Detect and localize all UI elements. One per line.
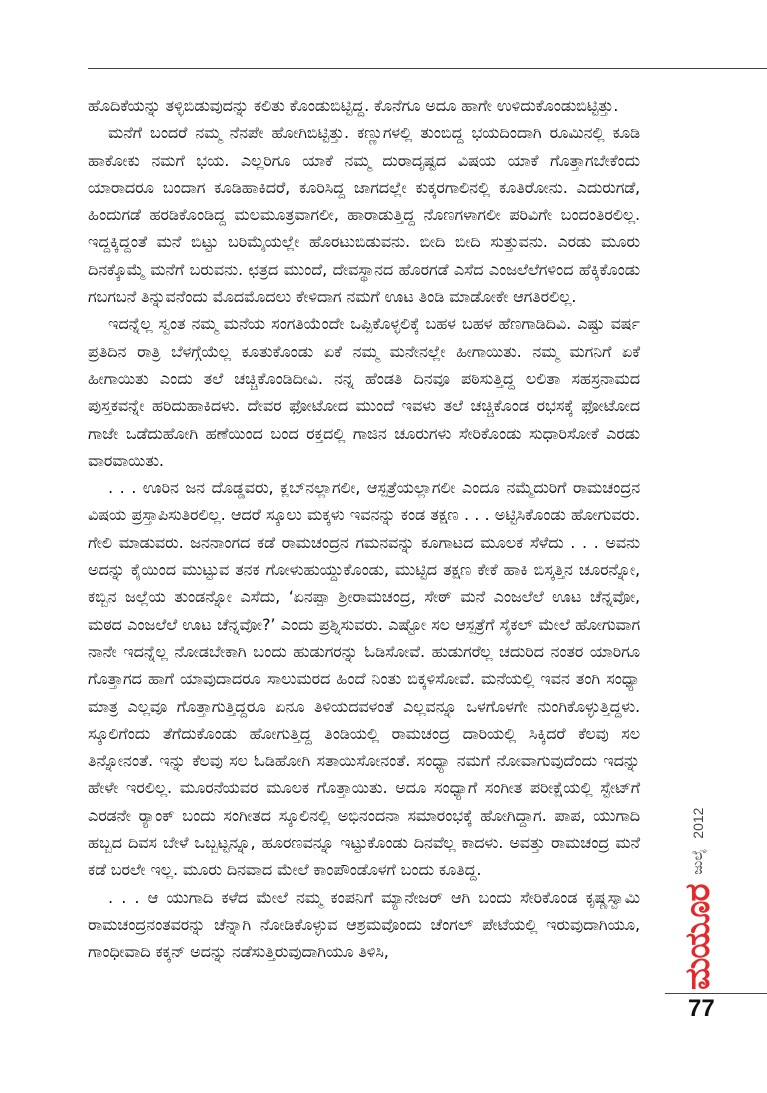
paragraph: . . . ಊರಿನ ಜನ ದೊಡ್ಡವರು, ಕ್ಲಬ್‌ನಲ್ಲಾಗಲೀ, ಆಸ್ಪತ್ರೆಯಲ್ಲಾಗಲೀ ಎಂದೂ ನಮ್ಮೆದುರಿಗೆ ರಾಮಚಂದ್ರನ ವಿಷಯ ಪ್ರಸ್ತಾಪಿಸುತಿರಲಿಲ್ಲ. ಆದರೆ ಸ್ಕೂಲು ಮಕ್ಕಳು ಇವನನ್ನು ಕಂಡ ತಕ್ಷಣ . . . ಅಟ್ಟಿಸಿಕೊಂಡು ಹೋಗುವರು. ಗೇಲಿ ಮಾಡುವರು. ಜನನಾಂಗದ ಕಡೆ ರಾಮಚಂದ್ರನ ಗಮನವನ್ನು ಕೂಗಾಟದ ಮೂಲಕ ಸೆಳೆದು . . . ಅವನು ಅದನ್ನು ಕೈಯಿಂದ ಮುಟ್ಟುವ ತನಕ ಗೋಳುಹುಯ್ದುಕೊಂಡು, ಮುಟ್ಟಿದ ತಕ್ಷಣ ಕೇಕೆ ಹಾಕಿ ಬಿಸ್ಕತ್ತಿನ ಚೂರನ್ನೋ, ಕಬ್ಬಿನ ಜಲ್ಲೆಯ ತುಂಡನ್ನೋ ಎಸೆದು, ‘ಏನಪ್ಪಾ ಶ್ರೀರಾಮಚಂದ್ರ, ಸೇಠ್ ಮನೆ ಎಂಜಲೆಲೆ ಊಟ ಚೆನ್ನವೋ, ಮಠದ ಎಂಜಲೆಲೆ ಊಟ ಚೆನ್ನವೋ?’ ಎಂದು ಪ್ರಶ್ನಿಸುವರು. ಎಷ್ಟೋ ಸಲ ಆಸ್ಪತ್ರೆಗೆ ಸೈಕಲ್ ಮೇಲೆ ಹೋಗುವಾಗ ನಾನೇ ಇದನ್ನೆಲ್ಲ ನೋಡಬೇಕಾಗಿ ಬಂದು ಹುಡುಗರನ್ನು ಓಡಿಸೋವೆ. ಹುಡುಗರೆಲ್ಲ ಚದುರಿದ ನಂತರ ಯಾರಿಗೂ ಗೊತ್ತಾಗದ ಹಾಗೆ ಯಾವುದಾದರೂ ಸಾಲುಮರದ ಹಿಂದೆ ನಿಂತು ಬಿಕ್ಕಳಿಸೋವೆ. ಮನೆಯಲ್ಲಿ ಇವನ ತಂಗಿ ಸಂಧ್ಯಾ ಮಾತ್ರ ಎಲ್ಲವೂ ಗೊತ್ತಾಗುತ್ತಿದ್ದರೂ ಏನೂ ತಿಳಿಯದವಳಂತೆ ಎಲ್ಲವನ್ನೂ ಒಳಗೊಳಗೇ ನುಂಗಿಕೊಳ್ಳುತ್ತಿದ್ದಳು. ಸ್ಕೂಲಿಗೆಂದು ತೆಗೆದುಕೊಂಡು ಹೋಗುತ್ತಿದ್ದ ತಿಂಡಿಯಲ್ಲಿ ರಾಮಚಂದ್ರ ದಾರಿಯಲ್ಲಿ ಸಿಕ್ಕಿದರೆ ಕೆಲವು ಸಲ ತಿನ್ನೋನಂತೆ. ಇನ್ನು ಕೆಲವು ಸಲ ಓಡಿಹೋಗಿ ಸತಾಯಿಸೋನಂತೆ. ಸಂಧ್ಯಾ ನಮಗೆ ನೋವಾಗುವುದೆಂದು ಇದನ್ನು ಹೇಳೇ ಇರಲಿಲ್ಲ. ಮೂರನೆಯವರ ಮೂಲಕ ಗೊತ್ತಾಯಿತು. ಅದೂ ಸಂಧ್ಯಾಗೆ ಸಂಗೀತ ಪರೀಕ್ಷೆಯಲ್ಲಿ ಸ್ಟೇಟ್‌ಗೆ ಎರಡನೇ ರ್‍ಯಾಂಕ್ ಬಂದು ಸಂಗೀತದ ಸ್ಕೂಲಿನಲ್ಲಿ ಅಭಿನಂದನಾ ಸಮಾರಂಭಕ್ಕೆ ಹೋಗಿದ್ದಾಗ. ಪಾಪ, ಯುಗಾದಿ ಹಬ್ಬದ ದಿವಸ ಬೇಳೆ ಒಬ್ಬಟ್ಟನ್ನೂ, ಹೂರಣವನ್ನೂ ಇಟ್ಟುಕೊಂಡು ದಿನವೆಲ್ಲ ಕಾದಳು. ಅವತ್ತು ರಾಮಚಂದ್ರ ಮನೆ ಕಡೆ ಬರಲೇ ಇಲ್ಲ. ಮೂರು ದಿನವಾದ ಮೇಲೆ ಕಾಂಪೌಂಡೊಳಗೆ ಬಂದು ಕೂತಿದ್ದ.	[88, 478, 640, 880]
issue-month: ಜುಲೈ	[690, 848, 706, 875]
magazine-name: ಮಯೂರ	[678, 884, 718, 990]
paragraph: ಇದನ್ನೆಲ್ಲ ಸ್ವಂತ ನಮ್ಮ ಮನೆಯ ಸಂಗತಿಯೆಂದೇ ಒಪ್ಪಿಕೊಳ್ಳಲಿಕ್ಕೆ ಬಹಳ ಬಹಳ ಹೆಣಗಾಡಿದಿವಿ. ಎಷ್ಟು ವರ್ಷ ಪ್ರತಿದಿನ ರಾತ್ರಿ ಬೆಳಗ್ಗೆಯೆಲ್ಲ ಕೂತುಕೊಂಡು ಏಕೆ ನಮ್ಮ ಮನೇನಲ್ಲೇ ಹೀಗಾಯಿತು. ನಮ್ಮ ಮಗನಿಗೆ ಏಕೆ ಹೀಗಾಯಿತು ಎಂದು ತಲೆ ಚಚ್ಚಿಕೊಂಡಿದೀವಿ. ನನ್ನ ಹೆಂಡತಿ ದಿನವೂ ಪಠಿಸುತ್ತಿದ್ದ ಲಲಿತಾ ಸಹಸ್ರನಾಮದ ಪುಸ್ತಕವನ್ನೇ ಹರಿದುಹಾಕಿದಳು. ದೇವರ ಫೋಟೋದ ಮುಂದೆ ಇವಳು ತಲೆ ಚಚ್ಚಿಕೊಂಡ ರಭಸಕ್ಕೆ ಫೋಟೋದ ಗಾಜೇ ಒಡೆದುಹೋಗಿ ಹಣೆಯಿಂದ ಬಂದ ರಕ್ತದಲ್ಲಿ ಗಾಜಿನ ಚೂರುಗಳು ಸೇರಿಕೊಂಡು ಸುಧಾರಿಸೋಕೆ ಎರಡು ವಾರವಾಯಿತು.	[88, 314, 640, 470]
article-body	[88, 92, 640, 966]
paragraph: ಹೊದಿಕೆಯನ್ನು ತಳ್ಳಿಬಿಡುವುದನ್ನು ಕಲಿತು ಕೊಂಡುಬಿಟ್ಟಿದ್ದ. ಕೊನೆಗೂ ಅದೂ ಹಾಗೇ ಉಳಿದುಕೊಂಡುಬಿಟ್ಟಿತ್ತು.	[88, 96, 619, 115]
magazine-masthead	[676, 770, 720, 990]
paragraph: ಮನೆಗೆ ಬಂದರೆ ನಮ್ಮ ನೆನಪೇ ಹೋಗಿಬಿಟ್ಟಿತ್ತು. ಕಣ್ಣುಗಳಲ್ಲಿ ತುಂಬಿದ್ದ ಭಯದಿಂದಾಗಿ ರೂಮಿನಲ್ಲಿ ಕೂಡಿ ಹಾಕೋಕು ನಮಗೆ ಭಯ. ಎಲ್ಲರಿಗೂ ಯಾಕೆ ನಮ್ಮ ದುರಾದೃಷ್ಟದ ವಿಷಯ ಯಾಕೆ ಗೊತ್ತಾಗಬೇಕೆಂದು ಯಾರಾದರೂ ಬಂದಾಗ ಕೂಡಿಹಾಕಿದರೆ, ಕೂರಿಸಿದ್ದ ಜಾಗದಲ್ಲೇ ಕುಕ್ಕರಗಾಲಿನಲ್ಲಿ ಕೂತಿರೋನು. ಎದುರುಗಡೆ, ಹಿಂದುಗಡೆ ಹರಡಿಕೊಂಡಿದ್ದ ಮಲಮೂತ್ರವಾಗಲೀ, ಹಾರಾಡುತ್ತಿದ್ದ ನೊಣಗಳಾಗಲೀ ಪರಿವಿಗೇ ಬಂದಂತಿರಲಿಲ್ಲ. ಇದ್ದಕ್ಕಿದ್ದಂತೆ ಮನೆ ಬಿಟ್ಟು ಬರಿಮೈಯಲ್ಲೇ ಹೊರಟುಬಿಡುವನು. ಬೀದಿ ಬೀದಿ ಸುತ್ತುವನು. ಎರಡು ಮೂರು ದಿನಕ್ಕೊಮ್ಮೆ ಮನೆಗೆ ಬರುವನು. ಛತ್ರದ ಮುಂದೆ, ದೇವಸ್ಥಾನದ ಹೊರಗಡೆ ಎಸೆದ ಎಂಜಲೆಲೆಗಳಿಂದ ಹೆಕ್ಕಿಕೊಂಡು ಗಬಗಬನೆ ತಿನ್ನುವನೆಂದು ಮೊದಮೊದಲು ಕೇಳಿದಾಗ ನಮಗೆ ಊಟ ತಿಂಡಿ ಮಾಡೋಕೇ ಆಗತಿರಲಿಲ್ಲ.	[88, 123, 640, 307]
page-number: 77	[688, 995, 715, 1022]
paragraph: . . . ಆ ಯುಗಾದಿ ಕಳೆದ ಮೇಲೆ ನಮ್ಮ ಕಂಪನಿಗೆ ಮ್ಯಾನೇಜರ್ ಆಗಿ ಬಂದು ಸೇರಿಕೊಂಡ ಕೃಷ್ಣಸ್ವಾಮಿ ರಾಮಚಂದ್ರನಂತವರನ್ನು ಚೆನ್ನಾಗಿ ನೋಡಿಕೊಳ್ಳುವ ಆಶ್ರಮವೊಂದು ಚೆಂಗಲ್ ಪೇಟೆಯಲ್ಲಿ ಇರುವುದಾಗಿಯೂ, ಗಾಂಧೀವಾದಿ ಕಕ್ಕನ್ ಅದನ್ನು ನಡೆಸುತ್ತಿರುವುದಾಗಿಯೂ ತಿಳಿಸಿ,	[88, 887, 640, 962]
top-rule	[88, 68, 767, 69]
magazine-logo	[676, 770, 720, 990]
issue-year: 2012	[690, 807, 706, 839]
footer-rule	[665, 993, 767, 994]
